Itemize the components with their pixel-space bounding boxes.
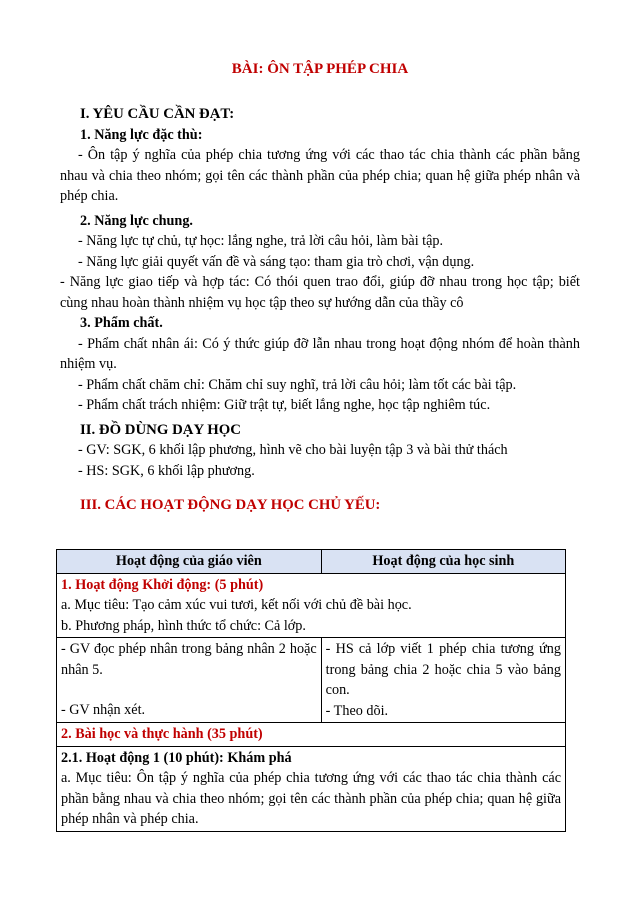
activity1-title: 1. Hoạt động Khởi động: (5 phút) bbox=[61, 576, 264, 593]
activity21-cell bbox=[57, 746, 566, 831]
section1-heading: I. YÊU CẦU CẦN ĐẠT: bbox=[80, 106, 235, 122]
activity1-teacher-cell bbox=[57, 638, 322, 723]
activity2-title: 2. Bài học và thực hành (35 phút) bbox=[57, 723, 566, 747]
activity1-teacher-2: - GV nhận xét. bbox=[61, 702, 146, 718]
lesson-title: BÀI: ÔN TẬP PHÉP CHIA bbox=[231, 61, 409, 77]
col-student-header: Hoạt động của học sinh bbox=[321, 550, 565, 574]
activity1-info bbox=[57, 573, 566, 638]
section2-heading: II. ĐỒ DÙNG DẠY HỌC bbox=[80, 421, 241, 438]
document-body bbox=[60, 104, 580, 516]
table-row bbox=[57, 638, 566, 723]
activity1-student-2: - Theo dõi. bbox=[325, 702, 389, 719]
sub1-heading: 1. Năng lực đặc thù: bbox=[80, 126, 203, 143]
sub3-line-1: - Phẩm chất nhân ái: Có ý thức giúp đỡ lẫn nhau trong hoạt động nhóm để hoàn thành nhiệm vụ. bbox=[60, 335, 580, 372]
sub1-line: - Ôn tập ý nghĩa của phép chia tương ứng với các thao tác chia thành các phần bằng nhau và chia theo nhóm; gọi tên các thành phần của phép chia; quan hệ giữa phép nhân và phép chia. bbox=[60, 147, 580, 204]
activity1-teacher-1: - GV đọc phép nhân trong bảng nhân 2 hoặc nhân 5. bbox=[61, 641, 317, 678]
col-teacher-header: Hoạt động của giáo viên bbox=[57, 550, 322, 574]
sub2-heading: 2. Năng lực chung. bbox=[80, 212, 193, 229]
sub3-line-3: - Phẩm chất trách nhiệm: Giữ trật tự, biết lắng nghe, học tập nghiêm túc. bbox=[78, 397, 491, 413]
activity1-student-1: - HS cả lớp viết 1 phép chia tương ứng trong bảng chia 2 hoặc chia 5 vào bảng con. bbox=[325, 641, 561, 698]
activity21-title: 2.1. Hoạt động 1 (10 phút): Khám phá bbox=[61, 749, 292, 766]
table-row bbox=[57, 573, 566, 638]
table-header-row bbox=[57, 550, 566, 574]
table-row bbox=[57, 723, 566, 747]
activity1-student-cell bbox=[321, 638, 565, 723]
section2-line-2: - HS: SGK, 6 khối lập phương. bbox=[78, 462, 255, 479]
table-row bbox=[57, 746, 566, 831]
sub2-line-2: - Năng lực giải quyết vấn đề và sáng tạo: tham gia trò chơi, vận dụng. bbox=[78, 253, 475, 270]
activity21-goal: a. Mục tiêu: Ôn tập ý nghĩa của phép chia tương ứng với các thao tác chia thành các phần bằng nhau và chia theo nhóm; gọi tên các thành phần của phép chia; quan hệ giữa phép nhân và phép chia. bbox=[61, 770, 561, 827]
activity1-goal: a. Mục tiêu: Tạo cảm xúc vui tươi, kết nối với chủ đề bài học. bbox=[61, 597, 412, 613]
activities-table bbox=[56, 549, 566, 832]
section2-line-1: - GV: SGK, 6 khối lập phương, hình vẽ cho bài luyện tập 3 và bài thử thách bbox=[78, 442, 508, 458]
sub2-line-1: - Năng lực tự chủ, tự học: lắng nghe, trả lời câu hỏi, làm bài tập. bbox=[78, 233, 444, 249]
sub2-line-3: - Năng lực giao tiếp và hợp tác: Có thói quen trao đổi, giúp đỡ nhau trong học tập; biết cùng nhau hoàn thành nhiệm vụ học tập theo sự hướng dẫn của thầy cô bbox=[60, 274, 580, 311]
section3-heading: III. CÁC HOẠT ĐỘNG DẠY HỌC CHỦ YẾU: bbox=[80, 497, 381, 513]
activity1-method: b. Phương pháp, hình thức tổ chức: Cả lớp. bbox=[61, 617, 306, 634]
sub3-heading: 3. Phẩm chất. bbox=[80, 315, 163, 331]
sub3-line-2: - Phẩm chất chăm chỉ: Chăm chỉ suy nghĩ, trả lời câu hỏi; làm tốt các bài tập. bbox=[78, 376, 517, 393]
